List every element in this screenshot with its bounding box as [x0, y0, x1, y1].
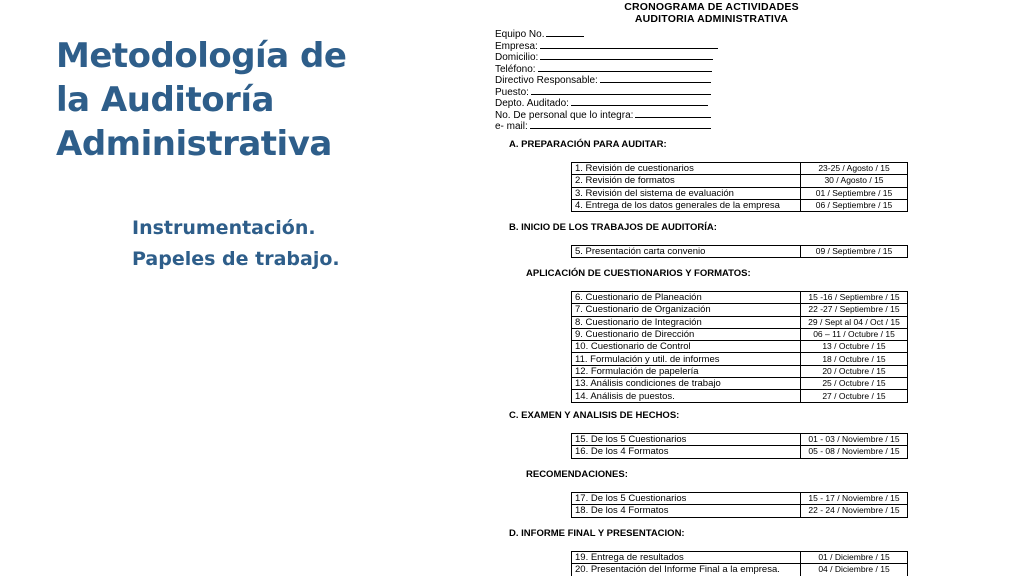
activity-cell: 7. Cuestionario de Organización	[572, 304, 801, 316]
field-value	[540, 39, 718, 49]
section-heading-b: B. INICIO DE LOS TRABAJOS DE AUDITORÍA:	[509, 222, 717, 233]
table-row	[572, 505, 908, 517]
activity-cell: 15. De los 5 Cuestionarios	[572, 434, 801, 446]
slide-title	[56, 34, 396, 166]
field-value	[600, 73, 711, 83]
section-heading-c: C. EXAMEN Y ANALISIS DE HECHOS:	[509, 410, 680, 421]
activities-table-aplicacion	[571, 291, 908, 403]
table-row	[572, 175, 908, 187]
table-row	[572, 353, 908, 365]
activity-cell: 17. De los 5 Cuestionarios	[572, 493, 801, 505]
subtitle-line: Instrumentación.	[132, 217, 316, 239]
table-row	[572, 304, 908, 316]
activities-table-recomendaciones	[571, 492, 908, 518]
field-email	[495, 119, 711, 133]
date-cell: 22 - 24 / Noviembre / 15	[801, 505, 908, 517]
field-label: Equipo No.	[495, 29, 545, 40]
activity-cell: 16. De los 4 Formatos	[572, 446, 801, 458]
activity-cell: 2. Revisión de formatos	[572, 175, 801, 187]
date-cell: 06 – 11 / Octubre / 15	[801, 328, 908, 340]
table-row	[572, 328, 908, 340]
date-cell: 05 - 08 / Noviembre / 15	[801, 446, 908, 458]
table-row	[572, 390, 908, 402]
table-row	[572, 341, 908, 353]
activity-cell: 11. Formulación y util. de informes	[572, 353, 801, 365]
slide-title-line: Metodología de	[56, 36, 347, 76]
slide-title-line: la Auditoría	[56, 80, 274, 120]
table-row	[572, 552, 908, 564]
date-cell: 22 -27 / Septiembre / 15	[801, 304, 908, 316]
date-cell: 23-25 / Agosto / 15	[801, 163, 908, 175]
field-value	[635, 108, 711, 118]
section-heading-a: A. PREPARACIÓN PARA AUDITAR:	[509, 139, 667, 150]
activity-cell: 5. Presentación carta convenio	[572, 246, 801, 258]
field-value	[546, 27, 584, 37]
table-row	[572, 446, 908, 458]
date-cell: 15 - 17 / Noviembre / 15	[801, 493, 908, 505]
date-cell: 15 -16 / Septiembre / 15	[801, 292, 908, 304]
field-label: e- mail:	[495, 121, 528, 132]
date-cell: 01 / Diciembre / 15	[801, 552, 908, 564]
date-cell: 18 / Octubre / 15	[801, 353, 908, 365]
activity-cell: 13. Análisis condiciones de trabajo	[572, 378, 801, 390]
date-cell: 01 / Septiembre / 15	[801, 187, 908, 199]
field-value	[531, 85, 711, 95]
field-value	[571, 96, 708, 106]
subtitle-line: Papeles de trabajo.	[132, 248, 340, 270]
section-heading-recomendaciones: RECOMENDACIONES:	[526, 469, 628, 480]
table-row	[572, 434, 908, 446]
field-value	[540, 50, 713, 60]
table-row	[572, 493, 908, 505]
activities-table-c	[571, 433, 908, 459]
activity-cell: 6. Cuestionario de Planeación	[572, 292, 801, 304]
field-label: No. De personal que lo integra:	[495, 109, 634, 121]
date-cell: 29 / Sept al 04 / Oct / 15	[801, 316, 908, 328]
activity-cell: 12. Formulación de papelería	[572, 365, 801, 377]
date-cell: 30 / Agosto / 15	[801, 175, 908, 187]
activity-cell: 14. Análisis de puestos.	[572, 390, 801, 402]
date-cell: 20 / Octubre / 15	[801, 365, 908, 377]
table-row	[572, 564, 908, 576]
field-label: Empresa:	[495, 40, 538, 52]
field-value	[538, 62, 712, 72]
date-cell: 27 / Octubre / 15	[801, 390, 908, 402]
section-heading-aplicacion: APLICACIÓN DE CUESTIONARIOS Y FORMATOS:	[526, 268, 751, 279]
table-row	[572, 163, 908, 175]
table-row	[572, 365, 908, 377]
activity-cell: 1. Revisión de cuestionarios	[572, 163, 801, 175]
table-row	[572, 292, 908, 304]
slide-subtitle	[132, 213, 452, 275]
table-row	[572, 316, 908, 328]
date-cell: 13 / Octubre / 15	[801, 341, 908, 353]
activity-cell: 4. Entrega de los datos generales de la empresa	[572, 199, 801, 211]
field-label: Puesto:	[495, 86, 529, 98]
activity-cell: 3. Revisión del sistema de evaluación	[572, 187, 801, 199]
field-value	[530, 119, 711, 129]
activity-cell: 19. Entrega de resultados	[572, 552, 801, 564]
field-label: Directivo Responsable:	[495, 75, 598, 86]
date-cell: 25 / Octubre / 15	[801, 378, 908, 390]
activity-cell: 10. Cuestionario de Control	[572, 341, 801, 353]
field-label: Teléfono:	[495, 63, 536, 75]
activities-table-a	[571, 162, 908, 212]
slide-title-line: Administrativa	[56, 124, 332, 164]
date-cell: 04 / Diciembre / 15	[801, 564, 908, 576]
table-row	[572, 246, 908, 258]
activity-cell: 18. De los 4 Formatos	[572, 505, 801, 517]
field-label: Domicilio:	[495, 52, 539, 63]
date-cell: 09 / Septiembre / 15	[801, 246, 908, 258]
table-row	[572, 378, 908, 390]
activity-cell: 9. Cuestionario de Dirección	[572, 328, 801, 340]
field-label: Depto. Auditado:	[495, 98, 569, 109]
table-row	[572, 187, 908, 199]
activity-cell: 8. Cuestionario de Integración	[572, 316, 801, 328]
schedule-document	[483, 0, 940, 576]
table-row	[572, 199, 908, 211]
section-heading-d: D. INFORME FINAL Y PRESENTACION:	[509, 528, 685, 539]
date-cell: 01 - 03 / Noviembre / 15	[801, 434, 908, 446]
activities-table-d	[571, 551, 908, 576]
activity-cell: 20. Presentación del Informe Final a la empresa.	[572, 564, 801, 576]
document-subtitle: AUDITORIA ADMINISTRATIVA	[634, 13, 789, 25]
document-title: CRONOGRAMA DE ACTIVIDADES	[624, 1, 799, 13]
date-cell: 06 / Septiembre / 15	[801, 199, 908, 211]
activities-table-b	[571, 245, 908, 258]
